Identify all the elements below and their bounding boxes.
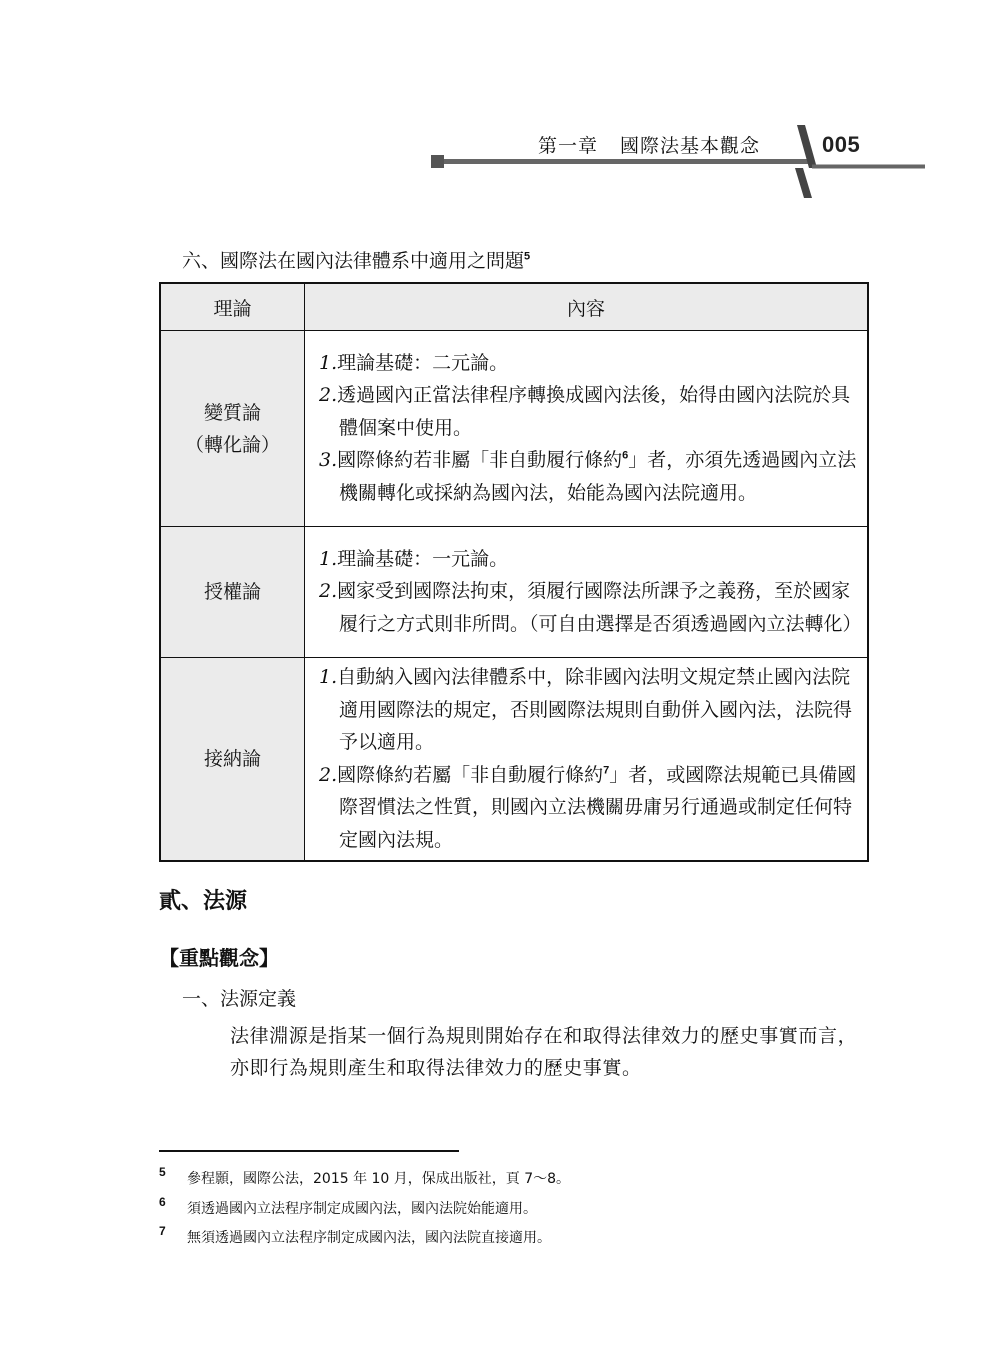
- footnote-divider: [159, 1150, 459, 1152]
- footnote-text: 須透過國內立法程序制定成國內法，國內法院始能適用。: [187, 1201, 537, 1217]
- theory-name-cell: [160, 331, 305, 527]
- footnote: [159, 1224, 551, 1247]
- theory-name-cell: [160, 658, 305, 862]
- footnote: [159, 1195, 537, 1218]
- chapter-label: 第一章: [538, 135, 599, 157]
- section-heading: 六、國際法在國內法律體系中適用之問題$^5$: [182, 250, 531, 272]
- theory-content-cell: [305, 658, 869, 862]
- theory-content-cell: [305, 527, 869, 658]
- table-row: [160, 658, 868, 862]
- list-item: 2.透過國內正當法律程序轉換成國內法後，始得由國內法院於具體個案中使用。: [319, 384, 851, 439]
- footnote-number: 7: [159, 1224, 166, 1238]
- theory-table: [159, 282, 869, 862]
- body-paragraph: 法律淵源是指某一個行為規則開始存在和取得法律效力的歷史事實而言，亦即行為規則產生和取得法律效力的歷史事實。: [230, 1025, 858, 1079]
- part-title: 貳、法源: [159, 888, 248, 914]
- footnote-number: 6: [159, 1195, 166, 1209]
- list-item: 2.國家受到國際法拘束，須履行國際法所課予之義務，至於國家履行之方式則非所問。（可自由選擇是否須透過國內立法轉化）: [319, 580, 862, 635]
- subheading: 一、法源定義: [182, 988, 297, 1010]
- page-number: 005: [822, 132, 861, 157]
- header-rule-decoration: [0, 0, 1004, 210]
- footnote: [159, 1165, 571, 1188]
- column-header-theory: 理論: [160, 283, 305, 331]
- list-item: 1.理論基礎：二元論。: [319, 351, 509, 374]
- column-header-content: 內容: [305, 283, 869, 331]
- list-item: 1.自動納入國內法律體系中，除非國內法明文規定禁止國內法院適用國際法的規定，否則國際法規則自動併入國內法，法院得予以適用。: [319, 666, 853, 753]
- theory-name: 授權論: [203, 581, 261, 603]
- list-item: 3.國際條約若非屬「非自動履行條約$^6$」者，亦須先透過國內立法機關轉化或採納為國內法，始能為國內法院適用。: [319, 449, 857, 504]
- table-row: [160, 527, 868, 658]
- footnote-ref-6[interactable]: 6: [622, 449, 629, 462]
- chapter-title: 國際法基本觀念: [620, 135, 761, 157]
- keypoint-heading: 【重點觀念】: [159, 946, 279, 970]
- list-item: 1.理論基礎：一元論。: [319, 547, 509, 570]
- footnote-text: 無須透過國內立法程序制定成國內法，國內法院直接適用。: [187, 1230, 551, 1246]
- theory-name: 接納論: [203, 748, 261, 770]
- footnote-text: 參程顥，國際公法，2015 年 10 月，保成出版社，頁 7～8。: [187, 1171, 571, 1187]
- theory-alias: （轉化論）: [184, 433, 280, 456]
- running-header: [538, 131, 760, 158]
- theory-name: 變質論: [203, 401, 261, 424]
- footnote-ref-5[interactable]: 5: [524, 250, 531, 263]
- theory-content-cell: [305, 331, 869, 527]
- footnote-number: 5: [159, 1165, 166, 1179]
- table-row: [160, 331, 868, 527]
- footnote-ref-7[interactable]: 7: [603, 764, 610, 777]
- theory-name-cell: [160, 527, 305, 658]
- table-header-row: [160, 283, 868, 331]
- list-item: 2.國際條約若屬「非自動履行條約$^7$」者，或國際法規範已具備國際習慣法之性質，則國內立法機關毋庸另行通過或制定任何特定國內法規。: [319, 763, 857, 851]
